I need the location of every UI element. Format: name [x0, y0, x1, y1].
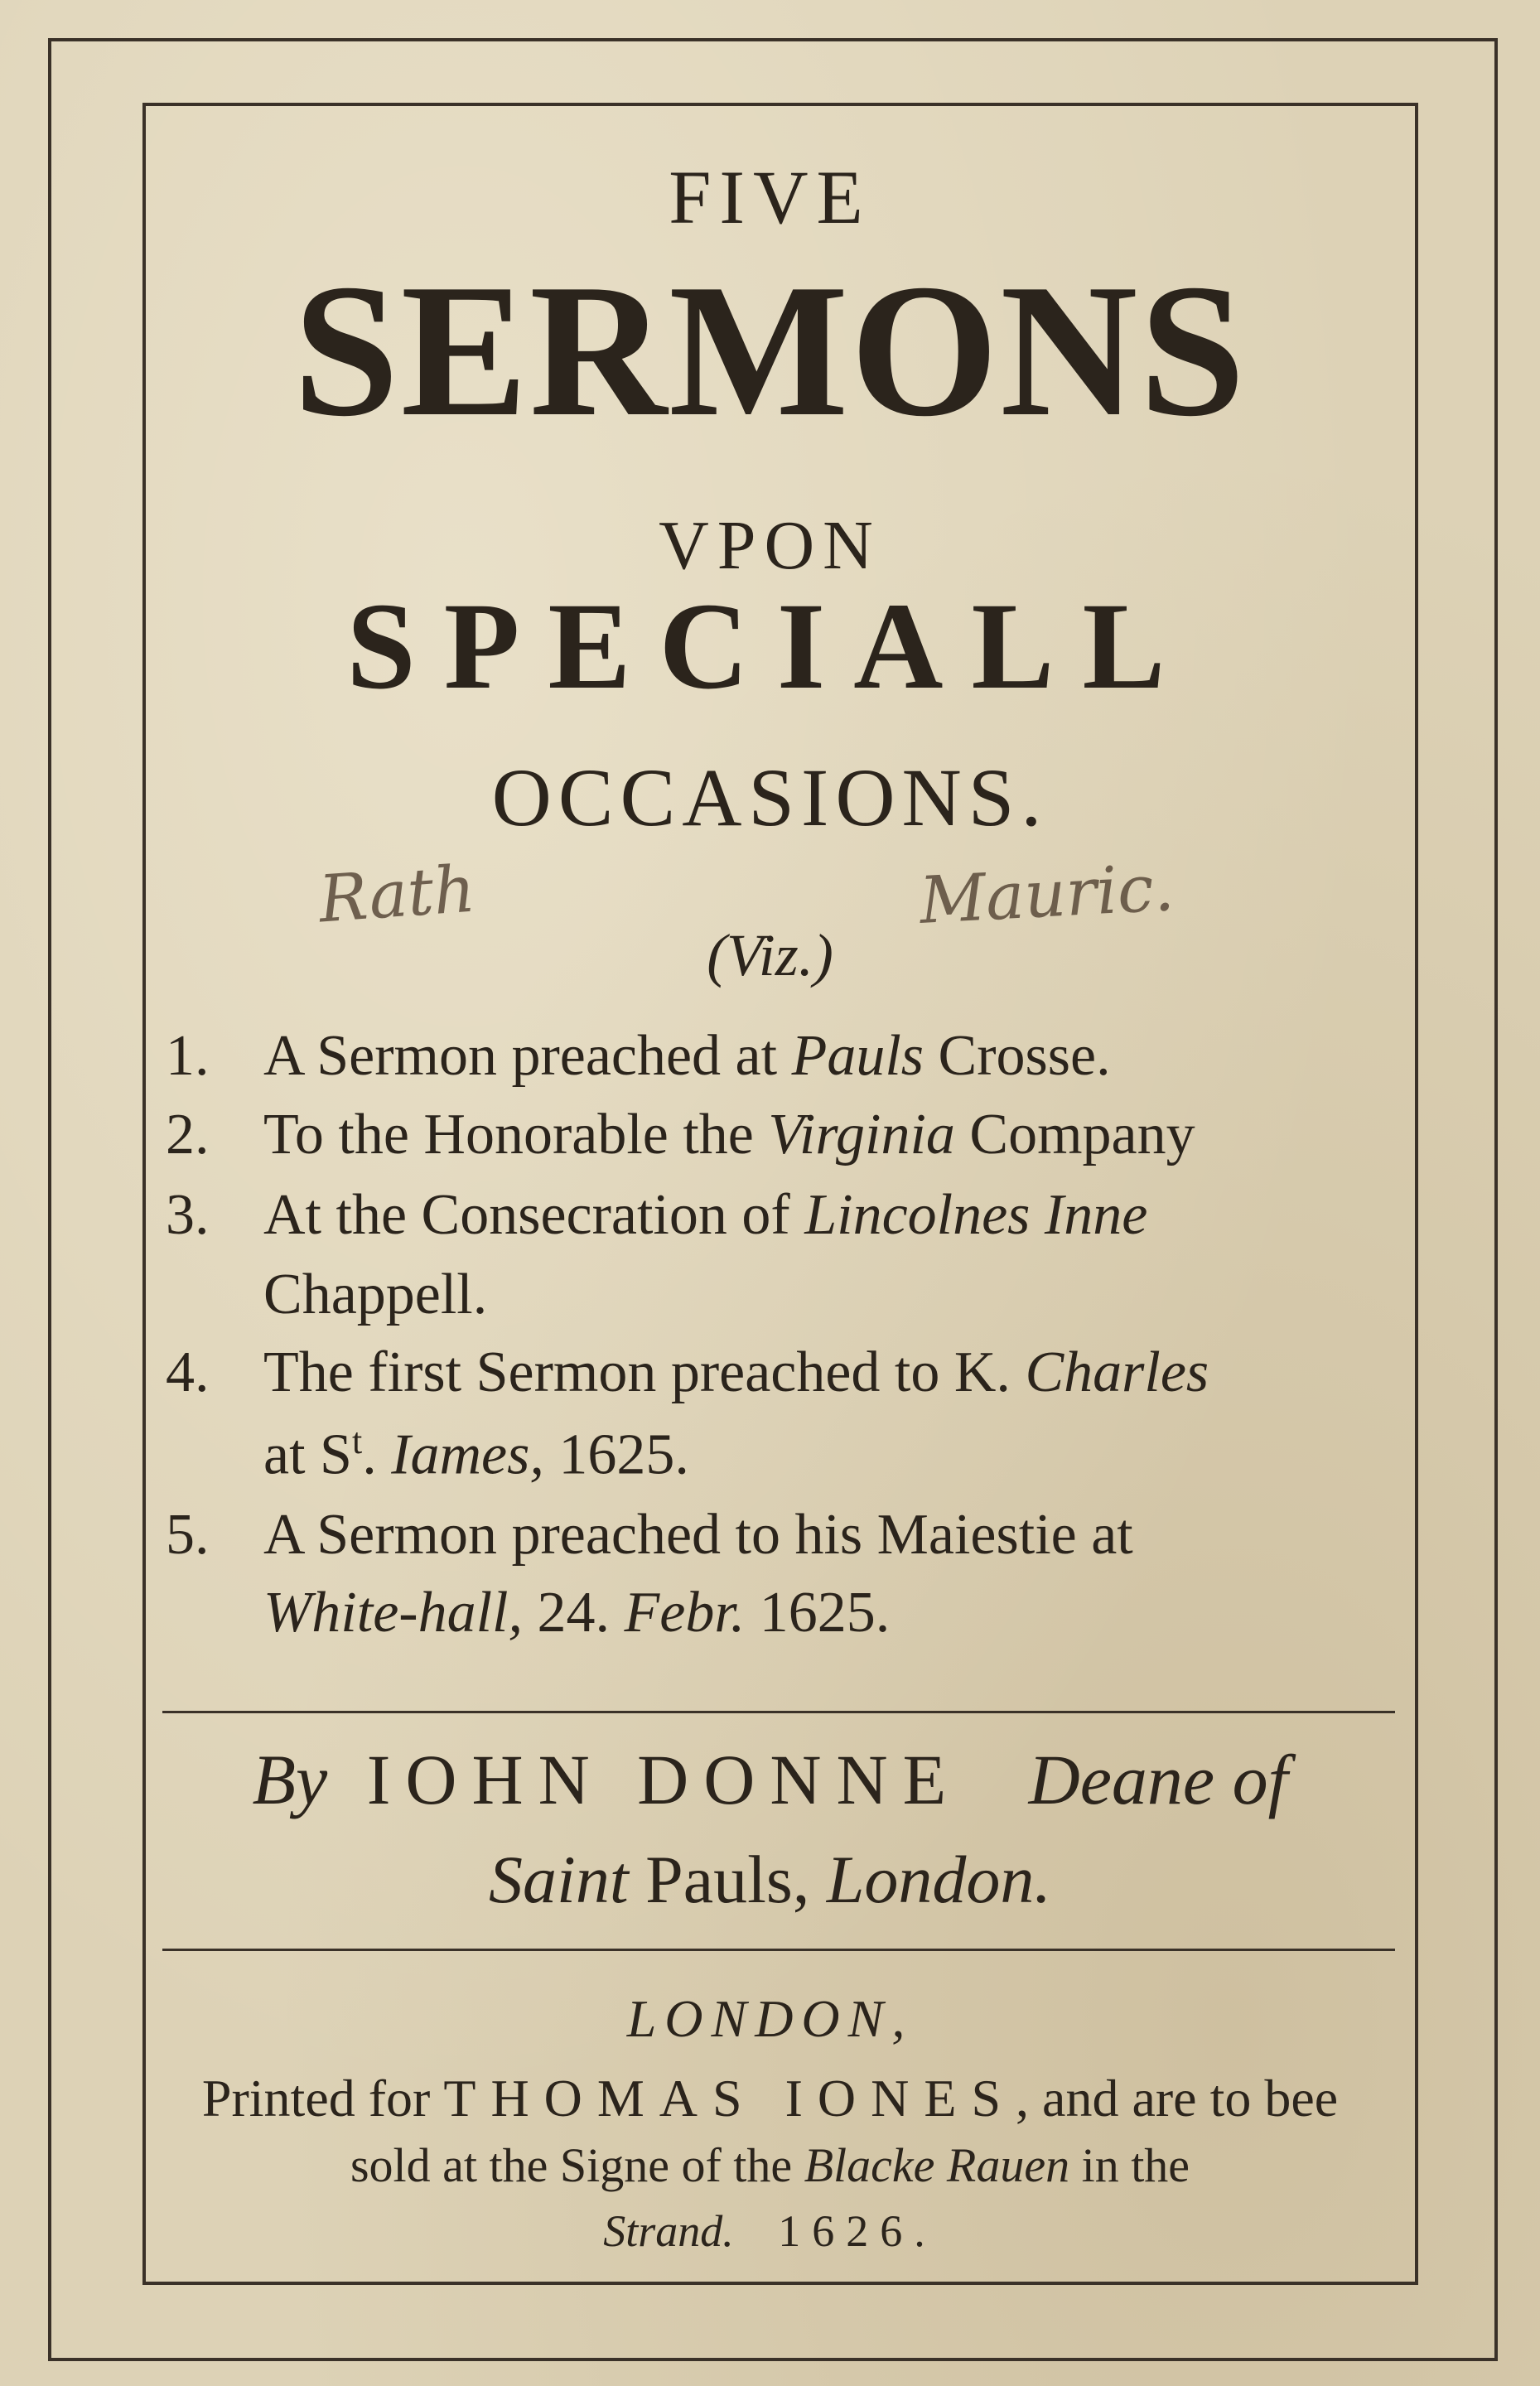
sermon-text: Virginia [768, 1103, 955, 1166]
sermon-text: . [362, 1422, 392, 1487]
divider-rule-2 [162, 1949, 1395, 1951]
imprint-year: 1626. [778, 2206, 937, 2256]
divider-rule-1 [162, 1711, 1395, 1713]
imprint-printed-for: Printed for [201, 2069, 444, 2128]
imprint-line-2 [0, 2137, 1540, 2193]
sermon-text: A Sermon preached to his Maiestie at [263, 1503, 1133, 1567]
imprint-line-1 [0, 2068, 1540, 2129]
sermon-list-item [166, 1183, 1148, 1247]
sermon-text: Company [954, 1103, 1195, 1166]
sermon-text: Charles [1025, 1340, 1209, 1404]
title-speciall: SPECIALL [346, 577, 1194, 715]
sermon-text: To the Honorable the [263, 1103, 769, 1166]
sermon-number: 3. [166, 1183, 210, 1247]
title-vpon: VPON [659, 507, 881, 584]
title-five: FIVE [669, 155, 871, 239]
sermon-text: Lincolnes Inne [804, 1183, 1148, 1247]
sermon-text: 1625. [543, 1422, 689, 1487]
handwritten-annotation-left: Rath [316, 852, 478, 938]
sermon-text: Chappell. [263, 1263, 488, 1326]
sermon-number: 5. [166, 1503, 210, 1567]
sermon-text: The first Sermon preached to K. [263, 1340, 1026, 1404]
author-pauls: Pauls, [628, 1842, 827, 1917]
imprint-sign: Blacke Rauen [804, 2138, 1070, 2192]
sermon-list-item [263, 1263, 488, 1326]
sermon-text: 1625. [745, 1581, 891, 1645]
author-london: London. [826, 1842, 1051, 1917]
sermon-text: t [351, 1421, 363, 1461]
sermon-text: White-hall, [263, 1581, 523, 1645]
imprint-line2-a: sold at the Signe of the [350, 2138, 804, 2192]
imprint-strand: Strand. [603, 2206, 734, 2256]
sermon-text: 24. [522, 1581, 625, 1645]
sermon-text: Crosse. [924, 1024, 1111, 1088]
sermon-list-item [166, 1024, 1111, 1088]
author-saint: Saint [489, 1842, 629, 1917]
sermon-number: 2. [166, 1103, 210, 1166]
sermon-number: 4. [166, 1340, 210, 1404]
sermon-list-item [166, 1340, 1209, 1404]
imprint-city: LONDON, [626, 1989, 914, 2048]
title-sermons: SERMONS [292, 244, 1248, 456]
author-name: IOHN DONNE [366, 1740, 962, 1819]
viz-label: (Viz.) [707, 922, 833, 988]
author-location-line [0, 1841, 1540, 1919]
sermon-text: A Sermon preached at [263, 1024, 792, 1088]
author-line [0, 1738, 1540, 1821]
imprint-line1-end: , and are to bee [1016, 2069, 1339, 2128]
sermon-text: At the Consecration of [263, 1183, 805, 1247]
sermon-text: Pauls [791, 1024, 924, 1088]
sermon-text: Iames, [391, 1422, 544, 1487]
author-deane: Deane of [1028, 1740, 1288, 1819]
sermon-list-item [166, 1103, 1195, 1166]
sermon-text: Febr. [624, 1581, 746, 1645]
handwritten-annotation-right: Mauric. [917, 851, 1176, 939]
author-by: By [252, 1740, 328, 1819]
sermon-text: at S [263, 1422, 352, 1487]
title-occasions: OCCASIONS. [491, 751, 1049, 843]
sermon-list-item [263, 1581, 891, 1645]
sermon-list-item [166, 1503, 1133, 1567]
sermon-list-item [263, 1421, 689, 1487]
imprint-line2-c: in the [1069, 2138, 1190, 2192]
imprint-line-3 [0, 2205, 1540, 2257]
imprint-printer: THOMAS IONES [443, 2069, 1016, 2128]
sermon-number: 1. [166, 1024, 210, 1088]
